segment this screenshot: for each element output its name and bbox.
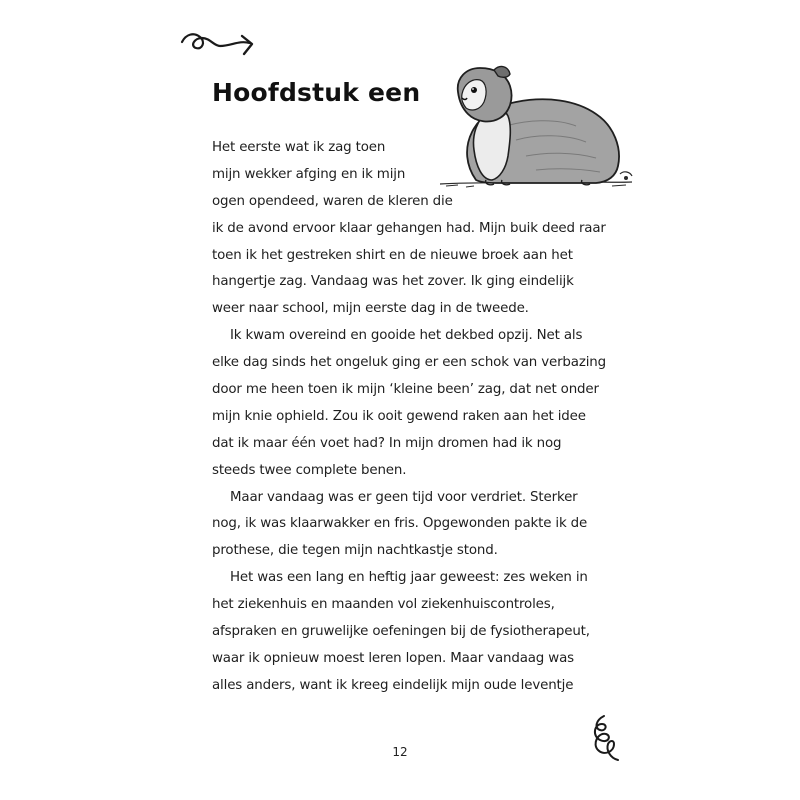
text-line: ogen opendeed, waren de kleren die	[212, 193, 453, 209]
text-line: het ziekenhuis en maanden vol ziekenhuiscontroles,	[212, 597, 555, 613]
text-line: mijn wekker afging en ik mijn	[212, 166, 406, 182]
text-line: alles anders, want ik kreeg eindelijk mijn oude leventje	[212, 677, 574, 693]
text-line: Het was een lang en heftig jaar geweest: zes weken in	[230, 570, 588, 586]
text-line: door me heen toen ik mijn ‘kleine been’ zag, dat net onder	[212, 382, 599, 398]
text-line: toen ik het gestreken shirt en de nieuwe broek aan het	[212, 247, 573, 263]
text-line: nog, ik was klaarwakker en fris. Opgewonden pakte ik de	[212, 516, 588, 532]
text-line: afspraken en gruwelijke oefeningen bij de fysiotherapeut,	[212, 624, 590, 640]
body-text	[212, 135, 614, 700]
text-line: Het eerste wat ik zag toen	[212, 140, 386, 155]
page-number: 12	[392, 745, 408, 759]
text-line: waar ik opnieuw moest leren lopen. Maar vandaag was	[212, 650, 574, 666]
text-line: prothese, die tegen mijn nachtkastje stond.	[212, 543, 498, 559]
text-line: dat ik maar één voet had? In mijn dromen had ik nog	[212, 435, 562, 451]
text-line: Maar vandaag was er geen tijd voor verdriet. Sterker	[230, 489, 578, 505]
text-line: steeds twee complete benen.	[212, 462, 407, 478]
swirl-arrow-icon	[180, 28, 260, 64]
text-line: hangertje zag. Vandaag was het zover. Ik ging eindelijk	[212, 274, 574, 290]
text-line: mijn knie ophield. Zou ik ooit gewend raken aan het idee	[212, 408, 586, 424]
text-line: weer naar school, mijn eerste dag in de tweede.	[212, 301, 529, 317]
chapter-title: Hoofdstuk een	[212, 78, 421, 107]
text-line: Ik kwam overeind en gooide het dekbed opzij. Net als	[230, 328, 583, 344]
text-line: ik de avond ervoor klaar gehangen had. Mijn buik deed raar	[212, 220, 606, 236]
text-line: elke dag sinds het ongeluk ging er een schok van verbazing	[212, 355, 606, 371]
curl-ornament-icon	[584, 714, 624, 764]
